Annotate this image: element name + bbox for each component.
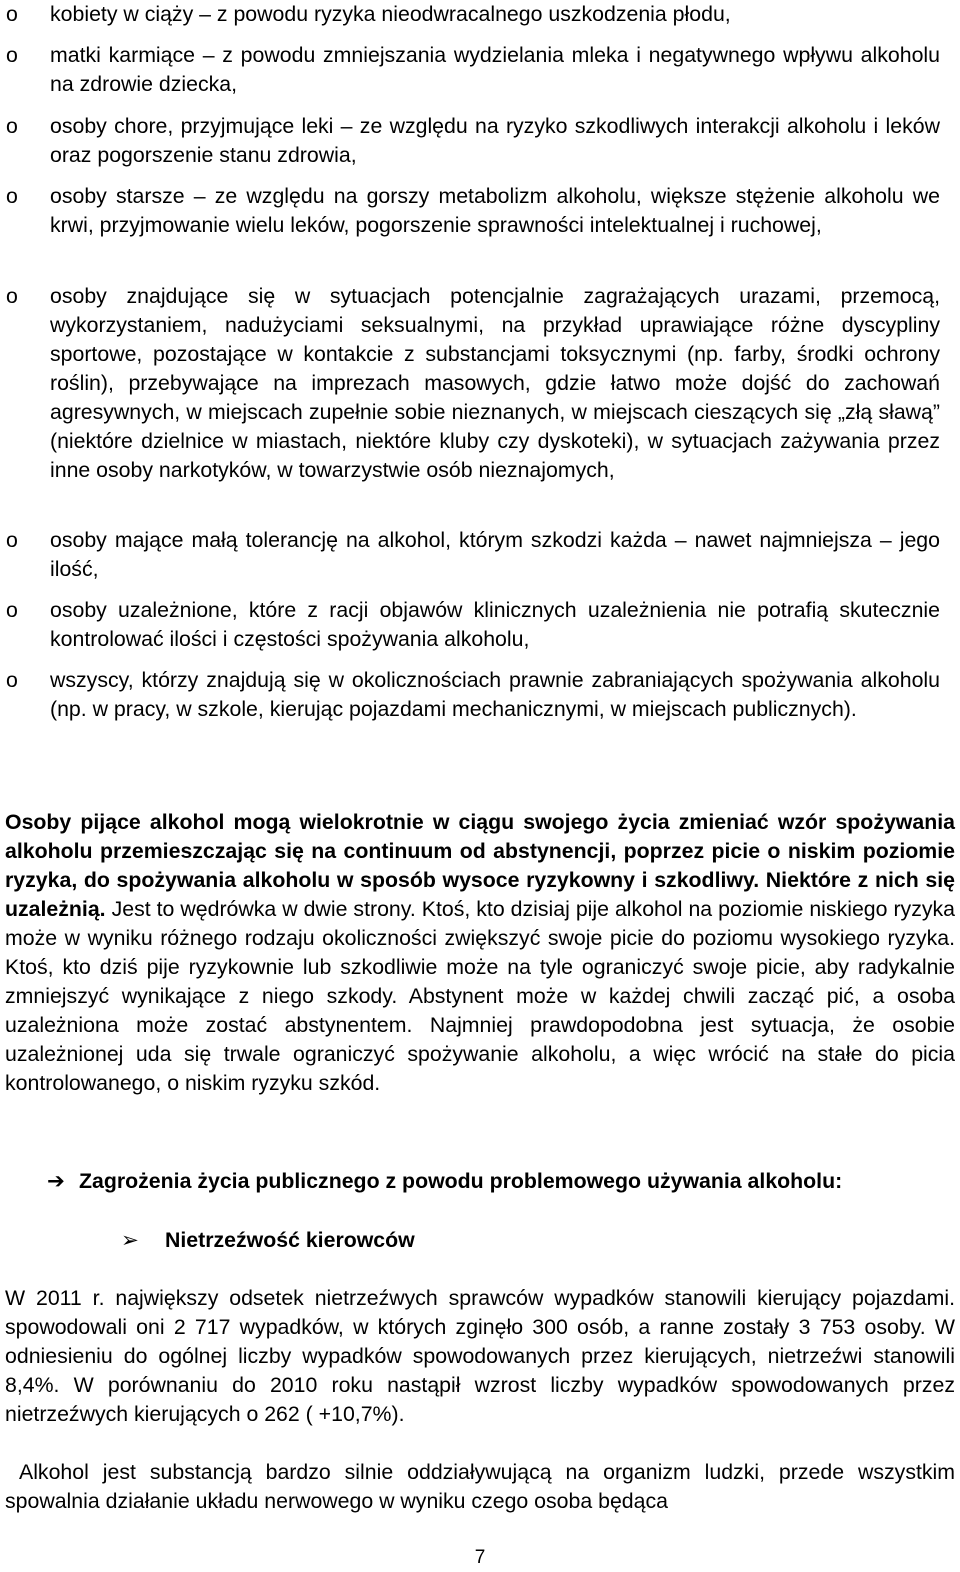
list-item-text: wszyscy, którzy znajdują się w okolicznościach prawnie zabraniających spożywania alkoholu (np. w pracy, w szkole, kierując pojazdami mechanicznymi, w miejscach publicznych). bbox=[50, 668, 940, 721]
paragraph-body: Alkohol jest substancją bardzo silnie oddziaływującą na organizm ludzki, przede wszystkim spowalnia działanie układu nerwowego w wyniku czego osoba będąca bbox=[5, 1460, 955, 1513]
list-item-text: osoby znajdujące się w sytuacjach potencjalnie zagrażających urazami, przemocą, wykorzystaniem, nadużyciami seksualnymi, na przykład uprawiające różne dyscypliny sportowe, pozostające w kontakcie z substancjami toksycznymi (np. farby, środki ochrony roślin), przebywające na imprezach masowych, gdzie łatwo może dojść do zachowań agresywnych, w miejscach zupełnie sobie nieznanych, w miejscach cieszących się „złą sławą” (niektóre dzielnice w miastach, niektóre kluby czy dyskoteki), w sytuacjach zażywania przez inne osoby narkotyków, w towarzystwie osób nieznajomych, bbox=[50, 284, 940, 482]
list-item-text: matki karmiące – z powodu zmniejszania wydzielania mleka i negatywnego wpływu alkoholu na zdrowie dziecka, bbox=[50, 43, 940, 96]
subsection-heading bbox=[121, 1226, 415, 1255]
paragraph-bold-lead: Osoby pijące alkohol mogą wielokrotnie w ciągu swojego życia zmieniać wzór spożywania alkoholu przemieszczając się na continuum od abstynencji, poprzez picie o niskim poziomie ryzyka, do spożywania alkoholu w sposób wysoce ryzykowny i szkodliwy. Niektóre z nich się uzależnią. bbox=[5, 810, 955, 921]
bullet-marker: o bbox=[6, 114, 18, 138]
bullet-marker: o bbox=[6, 528, 18, 552]
list-item-text: osoby starsze – ze względu na gorszy metabolizm alkoholu, większe stężenie alkoholu we krwi, przyjmowanie wielu leków, pogorszenie sprawności intelektualnej i ruchowej, bbox=[50, 184, 940, 237]
paragraph-alcohol-effects bbox=[5, 1458, 955, 1516]
bullet-marker: o bbox=[6, 43, 18, 67]
list-item-text: kobiety w ciąży – z powodu ryzyka nieodwracalnego uszkodzenia płodu, bbox=[50, 2, 731, 26]
list-item bbox=[0, 526, 940, 584]
bullet-marker: o bbox=[6, 598, 18, 622]
bullet-marker: o bbox=[6, 284, 18, 308]
paragraph-drinking-patterns bbox=[5, 808, 955, 1098]
bullet-marker: o bbox=[6, 2, 18, 26]
list-item bbox=[0, 282, 940, 485]
paragraph-drunk-driving-stats: W 2011 r. największy odsetek nietrzeźwych sprawców wypadków stanowili kierujący pojazdami. spowodowali oni 2 717 wypadków, w których zginęło 300 osób, a ranne zostały 3 753 osoby. W odniesieniu do ogólnej liczby wypadków spowodowanych przez kierujących, nietrzeźwi stanowili 8,4%. W porównaniu do 2010 roku nastąpił wzrost liczby wypadków spowodowanych przez nietrzeźwych kierujących o 262 ( +10,7%). bbox=[5, 1286, 955, 1426]
list-item bbox=[0, 666, 940, 724]
list-item bbox=[0, 182, 940, 240]
list-item-text: osoby mające małą tolerancję na alkohol, którym szkodzi każda – nawet najmniejsza – jego ilość, bbox=[50, 528, 940, 581]
subsection-heading-text: Nietrzeźwość kierowców bbox=[165, 1228, 415, 1252]
paragraph-body: Jest to wędrówka w dwie strony. Ktoś, kto dzisiaj pije alkohol na poziomie niskiego ryzyka może w wyniku różnego rodzaju okoliczności zwiększyć swoje picie do poziomu wysokiego ryzyka. Ktoś, kto dziś pije ryzykownie lub szkodliwie może na tyle ograniczyć swoje picie, aby radykalnie zmniejszyć wynikające z niego szkody. Abstynent może w każdej chwili zacząć pić, a osoba uzależniona może zostać abstynentem. Najmniej prawdopodobna jest sytuacja, że osobie uzależnionej uda się trwale ograniczyć spożywanie alkoholu, a więc wrócić na stałe do picia kontrolowanego, o niskim ryzyku szkód. bbox=[5, 897, 955, 1095]
list-item-text: osoby chore, przyjmujące leki – ze względu na ryzyko szkodliwych interakcji alkoholu i leków oraz pogorszenie stanu zdrowia, bbox=[50, 114, 940, 167]
list-item bbox=[0, 596, 940, 654]
chevron-right-icon: ➢ bbox=[121, 1228, 139, 1252]
section-heading-text: Zagrożenia życia publicznego z powodu problemowego używania alkoholu: bbox=[79, 1169, 843, 1193]
bullet-marker: o bbox=[6, 184, 18, 208]
list-item bbox=[0, 41, 940, 99]
list-item bbox=[0, 112, 940, 170]
section-heading bbox=[47, 1167, 955, 1196]
arrow-right-icon: ➔ bbox=[47, 1169, 65, 1193]
list-item-text: osoby uzależnione, które z racji objawów klinicznych uzależnienia nie potrafią skutecznie kontrolować ilości i częstości spożywania alkoholu, bbox=[50, 598, 940, 651]
page-number: 7 bbox=[474, 1547, 486, 1568]
bullet-marker: o bbox=[6, 668, 18, 692]
list-item bbox=[0, 0, 940, 29]
